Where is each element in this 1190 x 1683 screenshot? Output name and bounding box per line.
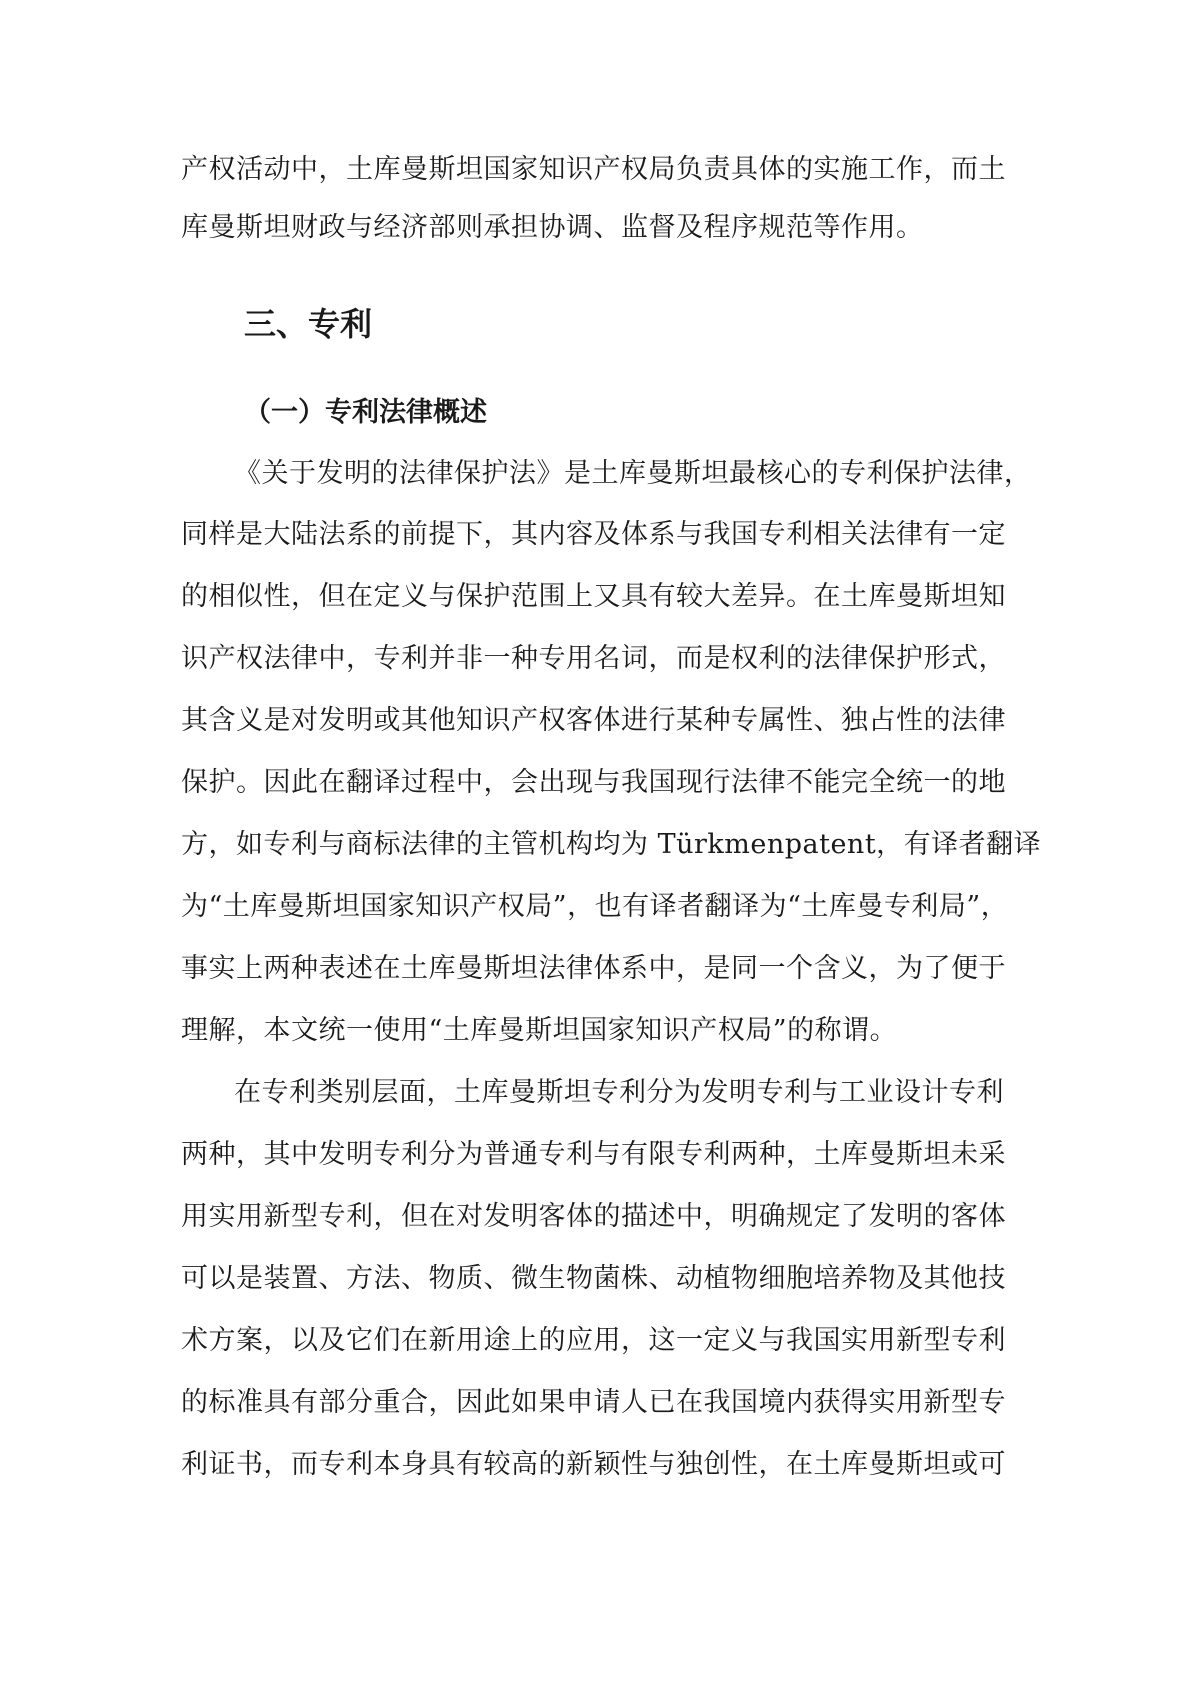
paragraph-line: 识产权法律中，专利并非一种专用名词，而是权利的法律保护形式， — [181, 643, 1006, 674]
paragraph-line: 同样是大陆法系的前提下，其内容及体系与我国专利相关法律有一定 — [181, 519, 1006, 550]
paragraph-line: 方，如专利与商标法律的主管机构均为 Türkmenpatent，有译者翻译 — [181, 829, 1042, 860]
paragraph-line: 两种，其中发明专利分为普通专利与有限专利两种，土库曼斯坦未采 — [181, 1139, 1006, 1170]
section-heading: 三、专利 — [244, 305, 373, 343]
paragraph-line: 在专利类别层面，土库曼斯坦专利分为发明专利与工业设计专利 — [234, 1077, 1004, 1108]
paragraph-line: 可以是装置、方法、物质、微生物菌株、动植物细胞培养物及其他技 — [181, 1263, 1006, 1294]
paragraph-line: 利证书，而专利本身具有较高的新颖性与独创性，在土库曼斯坦或可 — [181, 1449, 1006, 1480]
paragraph-line: 事实上两种表述在土库曼斯坦法律体系中，是同一个含义，为了便于 — [181, 953, 1006, 984]
paragraph-line: 保护。因此在翻译过程中，会出现与我国现行法律不能完全统一的地 — [181, 767, 1006, 798]
paragraph-line: 的相似性，但在定义与保护范围上又具有较大差异。在土库曼斯坦知 — [181, 581, 1006, 612]
paragraph-line: 《关于发明的法律保护法》是土库曼斯坦最核心的专利保护法律， — [234, 458, 1032, 489]
paragraph-line: 的标准具有部分重合，因此如果申请人已在我国境内获得实用新型专 — [181, 1387, 1006, 1418]
paragraph-line: 术方案，以及它们在新用途上的应用，这一定义与我国实用新型专利 — [181, 1325, 1006, 1356]
paragraph-line: 用实用新型专利，但在对发明客体的描述中，明确规定了发明的客体 — [181, 1201, 1006, 1232]
intro-line: 产权活动中，土库曼斯坦国家知识产权局负责具体的实施工作，而土 — [181, 154, 1006, 185]
paragraph-line: 其含义是对发明或其他知识产权客体进行某种专属性、独占性的法律 — [181, 705, 1006, 736]
intro-line: 库曼斯坦财政与经济部则承担协调、监督及程序规范等作用。 — [181, 212, 924, 243]
paragraph-line: 为“土库曼斯坦国家知识产权局”，也有译者翻译为“土库曼专利局”， — [181, 891, 1009, 922]
paragraph-line: 理解，本文统一使用“土库曼斯坦国家知识产权局”的称谓。 — [181, 1015, 898, 1046]
subsection-heading: （一）专利法律概述 — [244, 397, 487, 428]
